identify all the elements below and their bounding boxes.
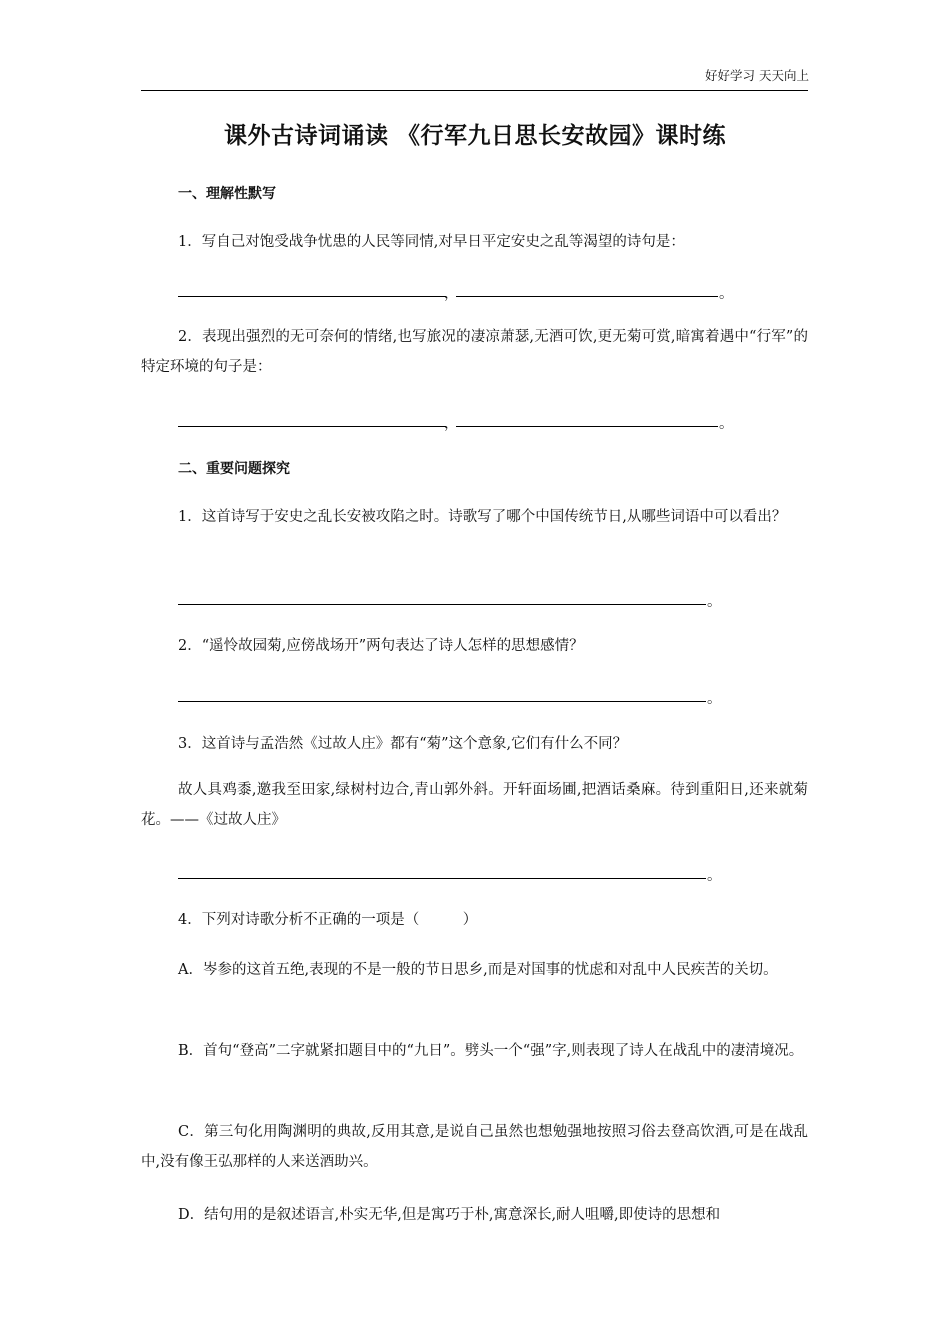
blank-field[interactable] [456,410,718,427]
document-title: 课外古诗词诵读 《行军九日思长安故园》课时练 [223,122,726,149]
page-header-text: 好好学习 天天向上 [705,68,809,83]
question-2-4: 4．下列对诗歌分析不正确的一项是（ ） [178,912,478,928]
period-mark: 。 [707,594,722,610]
answer-line-1-2[interactable] [178,410,738,434]
option-b: B．首句“登高”二字就紧扣题目中的“九日”。劈头一个“强”字,则表现了诗人在战乱中的凄清境况。 [178,1043,804,1059]
question-2-2: 2．“遥怜故园菊,应傍战场开”两句表达了诗人怎样的思想感情？ [178,638,584,654]
question-1-1: 1．写自己对饱受战争忧患的人民等同情,对早日平定安史之乱等渴望的诗句是： [178,234,685,250]
question-1-2: 2．表现出强烈的无可奈何的情绪,也写旅况的凄凉萧瑟,无酒可饮,更无菊可赏,暗寓着遇中“行军”的特定环境的句子是： [141,329,808,375]
comma-mark: ， [444,286,459,302]
header-divider [141,90,808,91]
answer-line-1-1[interactable] [178,280,738,304]
section-heading-comprehension: 一、理解性默写 [178,186,276,202]
period-mark: 。 [707,868,722,884]
question-2-3: 3．这首诗与孟浩然《过故人庄》都有“菊”这个意象,它们有什么不同？ [178,736,628,752]
blank-field[interactable] [178,685,706,702]
answer-line-2-3[interactable] [178,862,728,886]
option-a: A．岑参的这首五绝,表现的不是一般的节日思乡,而是对国事的忧虑和对乱中人民疾苦的关切。 [178,962,778,978]
blank-field[interactable] [178,588,706,605]
blank-field[interactable] [178,410,446,427]
section-heading-inquiry: 二、重要问题探究 [178,461,290,477]
question-2-1: 1．这首诗写于安史之乱长安被攻陷之时。诗歌写了哪个中国传统节日,从哪些词语中可以看出？ [178,509,787,525]
answer-line-2-1[interactable] [178,588,728,612]
blank-field[interactable] [456,280,718,297]
blank-field[interactable] [178,862,706,879]
answer-line-2-2[interactable] [178,685,728,709]
period-mark: 。 [707,691,722,707]
period-mark: 。 [719,286,734,302]
reference-poem: 故人具鸡黍,邀我至田家,绿树村边合,青山郭外斜。开轩面场圃,把酒话桑麻。待到重阳日,还来就菊花。——《过故人庄》 [141,782,808,828]
blank-field[interactable] [178,280,446,297]
period-mark: 。 [719,416,734,432]
option-d: D．结句用的是叙述语言,朴实无华,但是寓巧于朴,寓意深长,耐人咀嚼,即使诗的思想和 [178,1207,721,1223]
comma-mark: ， [444,416,459,432]
option-c: C．第三句化用陶渊明的典故,反用其意,是说自己虽然也想勉强地按照习俗去登高饮酒,可是在战乱中,没有像王弘那样的人来送酒助兴。 [141,1124,808,1170]
